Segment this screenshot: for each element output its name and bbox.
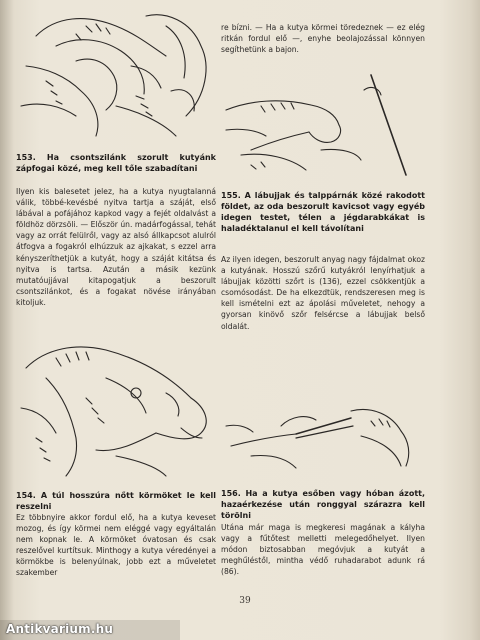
dog-head-nail-illustration [16, 338, 216, 478]
section-153-heading: 153. Ha csontszilánk szorult kutyánk zápfogai közé, meg kell tőle szabadítani [16, 153, 216, 173]
dog-mouth-illustration-top [16, 6, 216, 144]
watermark-banner [0, 620, 180, 640]
section-156-body: Utána már maga is megkeresi magának a kályha vagy a fűtőtest melletti melegedőhelyet. Ilyen módon biztosabban megóvjuk a kutyát a meghűléstől, mintha védő ruhadarabot adunk rá (86). [221, 523, 425, 577]
section-156-heading: 156. Ha a kutya esőben vagy hóban ázott, hazaérkezése után ronggyal szárazra kell törölni [221, 489, 425, 520]
continuation-text: re bízni. — Ha a kutya körmei töredeznek — ez elég ritkán fordul elő —, enyhe beolajozással könnyen segíthetünk a bajon. [221, 23, 425, 55]
section-155-heading: 155. A lábujjak és talppárnák közé rakodott földet, az oda beszorult kavicsot vagy egyéb idegen testet, télen a jégdarabkákat is haladéktalanul el kell távolítani [221, 191, 425, 233]
section-154-body: Ez többnyire akkor fordul elő, ha a kutya keveset mozog, és így körmei nem eléggé vagy egyáltalán nem kopnak le. A körmöket óvatosan és csak reszelővel kurtítsuk. Minthogy a kutya véredényei a körmökbe is belenyúlnak, jobb ezt a műveletet szakember [16, 513, 216, 578]
section-155-body: Az ilyen idegen, beszorult anyag nagy fájdalmat okoz a kutyának. Hosszú szőrű kutyákról lenyírhatjuk a lábujjak közötti szőrt is (136), ezzel csökkentjük a csomósodást. De ha elkezdtük, rendszeresen meg is kell ismételni ezt az ápolási műveletet, nehogy a gyorsan kinövő szőr felsércse a lábujjak belső oldalát. [221, 255, 425, 331]
page-number: 39 [239, 596, 251, 606]
paw-scissors-illustration [221, 396, 426, 480]
paw-nail-file-illustration [221, 70, 426, 182]
section-154-heading: 154. A túl hosszúra nőtt körmöket le kell reszelni [16, 491, 216, 511]
section-153-body: Ilyen kis balesetet jelez, ha a kutya nyugtalanná válik, többé-kevésbé nyitva tartja a száját, első lábával a pofájához kapkod vagy a fejét oldalvást a földhöz dörzsöli. — Először ún. madárfogással, tehát vagy az orrát felülről, vagy az alsó állkapcsot alulról átfogva a fogakról elhúzzuk az ajkakat, s ezzel arra kényszeríthetjük a kutyát, hogy a száját kitátsa és nyitva is tartsa. Azután a másik kezünk mutatóujjával kitapogatjuk a beszorult csontszilánkot, és a fogakat növése irányában kitoljuk. [16, 187, 216, 307]
watermark-text: Antikvarium.hu [6, 622, 114, 636]
